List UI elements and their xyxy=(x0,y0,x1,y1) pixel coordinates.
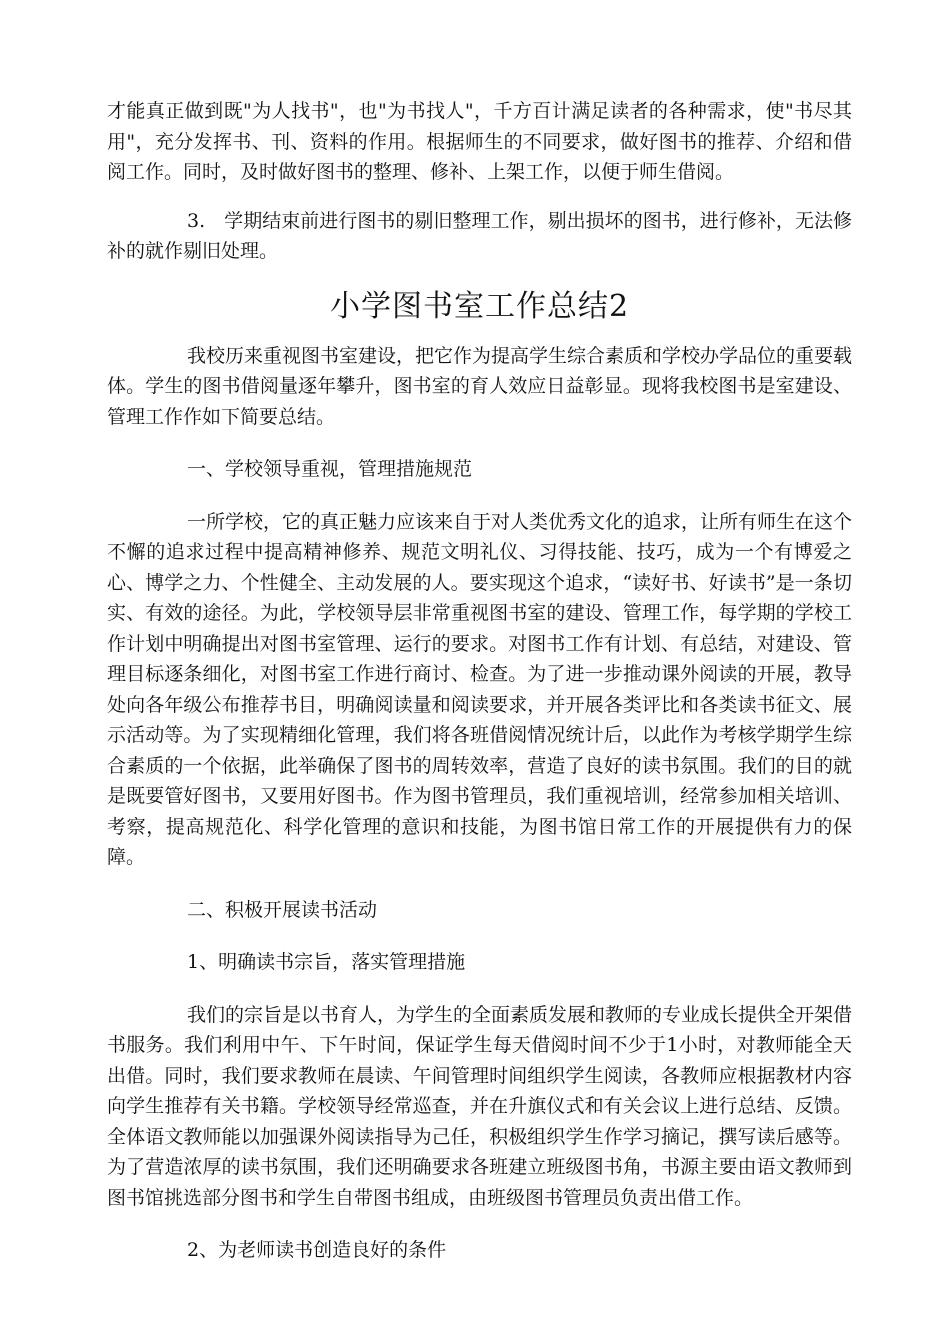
subsection-heading-2: 2、为老师读书创造良好的条件 xyxy=(187,1239,447,1261)
document-page xyxy=(107,96,852,1266)
paragraph-subsection-1: 我们的宗旨是以书育人，为学生的全面素质发展和教师的专业成长提供全开架借书服务。我们利用中午、下午时间，保证学生每天借阅时间不少于1小时，对教师能全天出借。同时，我们要求教师在晨读、午间管理时间组织学生阅读，各教师应根据教材内容向学生推荐有关书籍。学校领导经常巡查，并在升旗仪式和有关会议上进行总结、反馈。全体语文教师能以加强课外阅读指导为己任，积极组织学生作学习摘记，撰写读后感等。为了营造浓厚的读书氛围，我们还明确要求各班建立班级图书角，书源主要由语文教师到图书馆挑选部分图书和学生自带图书组成，由班级图书管理员负责出借工作。 xyxy=(107,1003,853,1209)
section-heading-2: 二、积极开展读书活动 xyxy=(187,898,378,921)
paragraph-intro: 我校历来重视图书室建设，把它作为提高学生综合素质和学校办学品位的重要载体。学生的图书借阅量逐年攀升，图书室的育人效应日益彰显。现将我校图书是室建设、管理工作作如下简要总结。 xyxy=(107,344,853,428)
paragraph-continuation: 才能真正做到既"为人找书"，也"为书找人"，千方百计满足读者的各种需求，使"书尽其用"，充分发挥书、刊、资料的作用。根据师生的不同要求，做好图书的推荐、介绍和借阅工作。同时，及时做好图书的整理、修补、上架工作，以便于师生借阅。 xyxy=(107,100,852,183)
paragraph-item-3: 3. 学期结束前进行图书的剔旧整理工作，剔出损坏的图书，进行修补，无法修补的就作剔旧处理。 xyxy=(107,209,852,262)
subsection-heading-1: 1、明确读书宗旨，落实管理措施 xyxy=(187,951,466,973)
document-title: 小学图书室工作总结2 xyxy=(329,288,630,324)
paragraph-section-1: 一所学校，它的真正魅力应该来自于对人类优秀文化的追求，让所有师生在这个不懈的追求过程中提高精神修养、规范文明礼仪、习得技能、技巧，成为一个有博爱之心、博学之力、个性健全、主动发展的人。要实现这个追求，“读好书、好读书”是一条切实、有效的途径。为此，学校领导层非常重视图书室的建设、管理工作，每学期的学校工作计划中明确提出对图书室管理、运行的要求。对图书工作有计划、有总结，对建设、管理目标逐条细化，对图书室工作进行商讨、检查。为了进一步推动课外阅读的开展，教导处向各年级公布推荐书目，明确阅读量和阅读要求，并开展各类评比和各类读书征文、展示活动等。为了实现精细化管理，我们将各班借阅情况统计后，以此作为考核学期学生综合素质的一个依据，此举确保了图书的周转效率，营造了良好的读书氛围。我们的目的就是既要管好图书，又要用好图书。作为图书管理员，我们重视培训，经常参加相关培训、考察，提高规范化、科学化管理的意识和技能，为图书馆日常工作的开展提供有力的保障。 xyxy=(107,510,853,868)
section-heading-1: 一、学校领导重视，管理措施规范 xyxy=(187,458,473,480)
